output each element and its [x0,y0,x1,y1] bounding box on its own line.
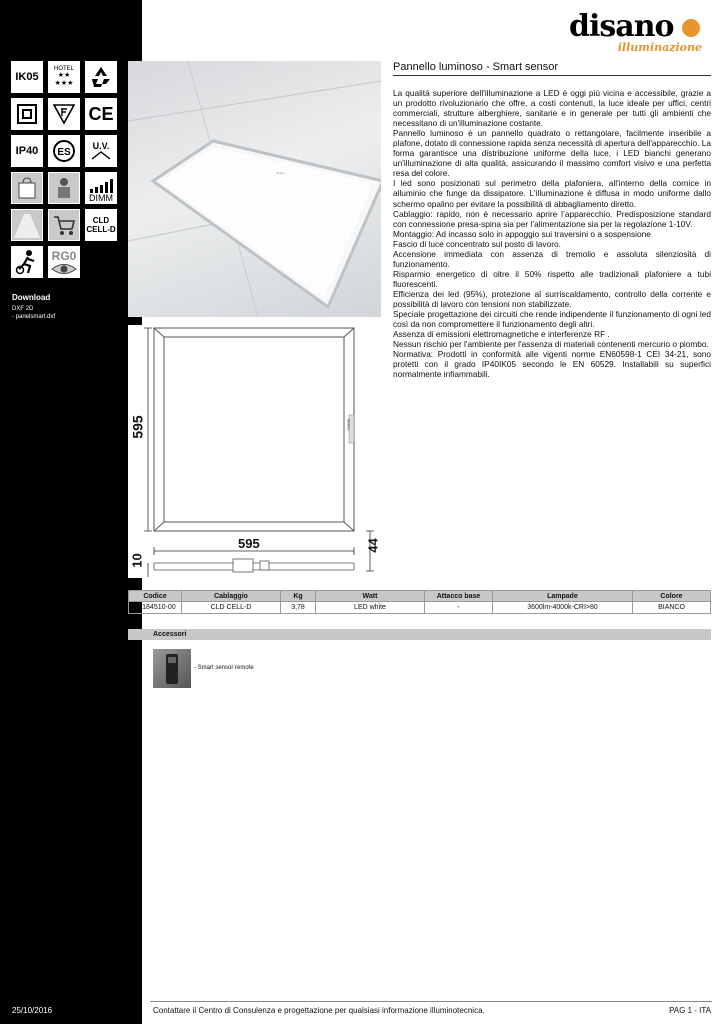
col-header-lampade: Lampade [493,591,633,602]
light-beam-icon [11,209,43,241]
desc-paragraph: Accensione immediata con assenza di tremolio e assoluta silenziosità di funzionamento. [393,248,711,269]
footer-contact: Contattare il Centro di Consulenza e progettazione per qualsiasi informazione illuminotecnica. [153,1006,485,1015]
desc-paragraph: Pannello luminoso è un pannello quadrato o rettangolare, facilmente inseribile a plafone, dotato di connessione rapida senza necessità di apertura dell'apparecchio. La forma garantisce una distribuzione uniforme della luce, i LED bianchi generano un'illuminazione di alta qualità, assicurando il massimo comfort visivo e una perfetta resa del colore. [393,128,711,179]
desc-paragraph: Fascio di luce concentrato sul posto di lavoro. [393,238,561,249]
rg0-label: RG0 [51,249,77,263]
desc-paragraph: Assenza di emissioni elettromagnetiche e interferenze RF . [393,329,610,340]
desc-paragraph: Cablaggio: rapido, non è necessario aprire l’apparecchio. Predisposizione standard con connessione presa-spina sia per l’alimentazione sia per la regolazione 1-10V. [393,208,711,229]
ik05-icon [11,61,43,93]
hotel-label: HOTEL [53,66,74,72]
cell-watt: LED white [316,602,425,614]
uv-label: U.V. [92,141,110,151]
cld-cell-d-icon [85,209,117,241]
smart-sensor-remote-image [153,649,191,688]
f-mark-icon [48,98,80,130]
drawing-brand-label: disano [346,418,352,431]
svg-text:ES: ES [57,147,71,158]
ip40-icon [11,135,43,167]
ik05-label: IK05 [15,71,39,83]
ce-mark-icon: CE [85,98,117,130]
print-date: 25/10/2016 [12,1006,53,1015]
col-header-colore: Colore [633,591,711,602]
cell-colore: BIANCO [633,602,711,614]
col-header-codice: Codice [129,591,182,602]
desc-paragraph: Montaggio: Ad incasso solo in appoggio sui traversini o a sospensione [393,228,651,239]
fitness-icon [11,246,43,278]
desc-paragraph: Risparmio energetico di oltre il 50% rispetto alle tradizionali plafoniere a tubi fluorescenti. [393,268,711,289]
cell-attacco: - [425,602,493,614]
desc-paragraph: I led sono posizionati sul perimetro della plafoniera, all'interno della cornice in alluminio che funge da dissipatore. L'illuminazione è diffusa in modo uniforme dallo schermo opalino per evitare la possibilità di abbagliamento diretto. [393,178,711,209]
uv-icon [85,135,117,167]
product-photo [128,61,381,317]
spec-table [128,590,711,614]
desc-paragraph: Normativa: Prodotti in conformità alle vigenti norme EN60598-1 CEI 34-21, sono protetti con il grado IP40IK05 secondo le EN 60529. Installabili su superfici normalmente infiammabili. [393,349,711,380]
double-insulation-icon [11,98,43,130]
desc-paragraph: Nessun rischio per l'ambiente per l'assenza di materiali contenenti mercurio o piombo. [393,339,709,350]
office-worker-icon [48,172,80,204]
disano-logo [569,9,704,56]
page-number: PAG 1 - ITA [669,1006,711,1015]
hotel-stars: ★★ ★★★ [54,72,74,87]
dimm-label: DIMM [89,193,113,203]
shopping-bag-icon [11,172,43,204]
col-header-watt: Watt [316,591,425,602]
dimm-icon [85,172,117,204]
logo-mark-icon [681,18,701,38]
col-header-attacco: Attacco base [425,591,493,602]
download-dxf-link[interactable]: - panelsmart.dxf [12,314,56,320]
shopping-cart-icon [48,209,80,241]
dim-height-label: 595 [129,415,146,439]
rg0-icon [48,246,80,278]
col-header-kg: Kg [281,591,316,602]
cell-codice: 22184510-00 [129,602,182,614]
logo-wordmark: disano [569,9,674,44]
desc-paragraph: Speciale progettazione dei circuiti che rende indipendente il funzionamento di ogni led così da non compromettere il funzionamento degli altri. [393,309,711,330]
accessories-header: Accessori [128,629,711,640]
enec-icon [48,135,80,167]
dim-width-label: 595 [238,536,260,551]
table-row [129,602,711,614]
cld-label: CLD CELL-D [86,216,116,234]
accessory-item: - Smart sensor remote [194,665,254,671]
dim-edge-label: 10 [129,553,145,568]
product-title: Pannello luminoso - Smart sensor [393,61,711,76]
recycle-icon [85,61,117,93]
desc-paragraph: Efficienza dei led (95%), protezione al surriscaldamento, controllo della corrente e possibilità di lavoro con tensioni non stabilizzate. [393,288,711,309]
cell-lampade: 3600lm-4000k-CRI>80 [493,602,633,614]
hotel-icon [48,61,80,93]
col-header-cablaggio: Cablaggio [182,591,281,602]
cell-cablaggio: CLD CELL-D [182,602,281,614]
svg-text:disano: disano [276,171,285,175]
footer-divider [150,1001,712,1002]
ip40-label: IP40 [15,145,39,157]
product-description [393,88,711,379]
sidebar [0,0,142,1024]
technical-drawing [128,325,381,578]
cell-kg: 3,78 [281,602,316,614]
table-header-row [129,591,711,602]
logo-subtitle: illuminazione [617,41,702,54]
desc-paragraph: La qualità superiore dell'illuminazione a LED è oggi più vicina e accessibile, grazie a un prodotto rivoluzionario che offre, a costi contenuti, la luce ideale per uffici, centri commerciali, strutture alberghiere, sanitarie e in generale per tutti gli ambienti che necessitano di un'illuminazione costante. [393,88,711,129]
download-dxf-label: DXF 2D [12,306,34,312]
dim-depth-label: 44 [365,538,381,553]
download-title: Download [12,293,51,302]
